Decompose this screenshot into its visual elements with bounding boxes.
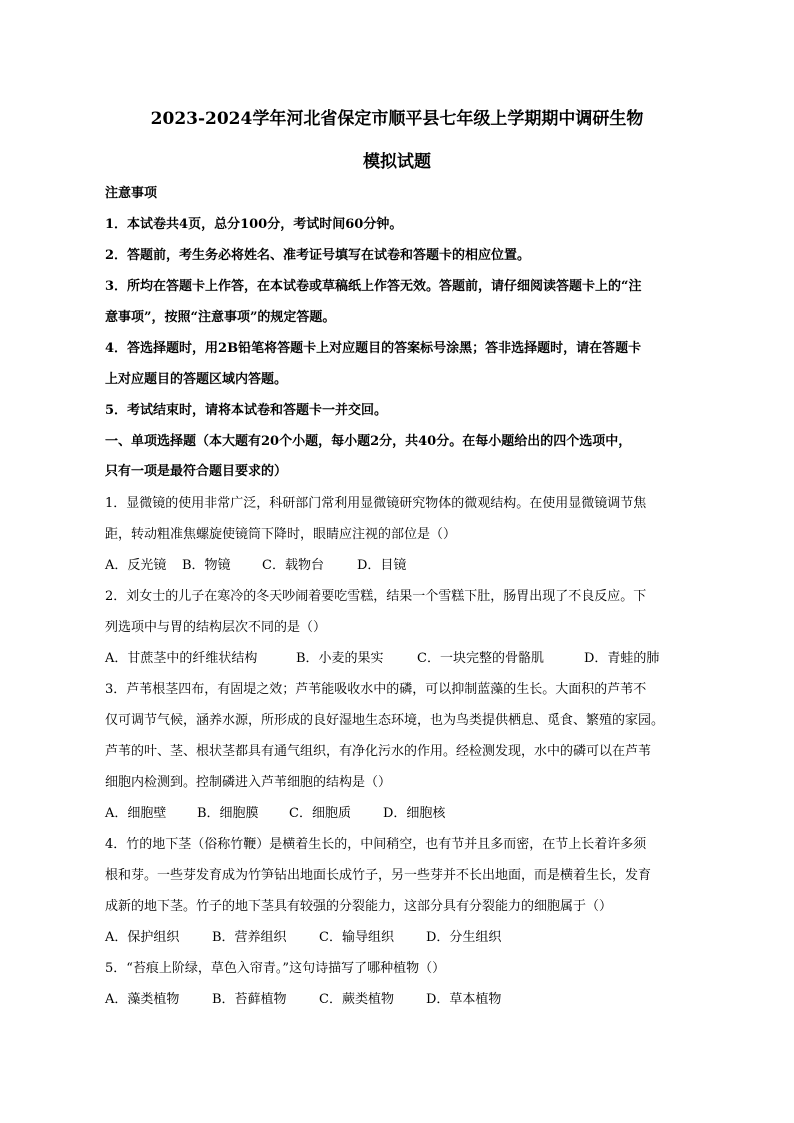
option: A．反光镜 bbox=[105, 558, 167, 573]
option: D．细胞核 bbox=[383, 806, 446, 821]
notice-item: 3．所均在答题卡上作答，在本试卷或草稿纸上作答无效。答题前，请仔细阅读答题卡上的“注 bbox=[105, 279, 642, 294]
question-4-options bbox=[105, 928, 501, 948]
question-3-options bbox=[105, 804, 445, 824]
question-4-text: 成新的地下茎。竹子的地下茎具有较强的分裂能力，这部分具有分裂能力的细胞属于（） bbox=[105, 899, 613, 914]
option: B．物镜 bbox=[182, 558, 231, 573]
question-3-text: 细胞内检测到。控制磷进入芦苇细胞的结构是（） bbox=[105, 775, 392, 790]
option: A．细胞壁 bbox=[105, 806, 167, 821]
question-2-text: 列选项中与胃的结构层次不同的是（） bbox=[105, 620, 327, 635]
option: B．小麦的果实 bbox=[296, 651, 384, 666]
option: A．保护组织 bbox=[105, 930, 180, 945]
section-heading-cont: 只有一项是最符合题目要求的） bbox=[105, 464, 288, 479]
question-3-text: 3．芦苇根茎四布，有固堤之效；芦苇能吸收水中的磷，可以抑制蓝藻的生长。大面积的芦苇不 bbox=[105, 682, 647, 697]
notice-item: 1．本试卷共4页，总分100分，考试时间60分钟。 bbox=[105, 217, 403, 232]
option: C．载物台 bbox=[262, 558, 324, 573]
option: B．细胞膜 bbox=[197, 806, 259, 821]
notice-heading: 注意事项 bbox=[105, 186, 158, 201]
option: D．分生组织 bbox=[426, 930, 502, 945]
question-4-text: 根和芽。一些芽发育成为竹笋钻出地面长成竹子，另一些芽并不长出地面，而是横着生长，发育 bbox=[105, 868, 652, 883]
notice-item: 5．考试结束时，请将本试卷和答题卡一并交回。 bbox=[105, 403, 388, 418]
question-1-text: 距，转动粗准焦螺旋使镜筒下降时，眼睛应注视的部位是（） bbox=[105, 527, 457, 542]
option: C．输导组织 bbox=[319, 930, 394, 945]
notice-item: 4．答选择题时，用2B铅笔将答题卡上对应题目的答案标号涂黑；答非选择题时，请在答题卡 bbox=[105, 341, 642, 356]
question-3-text: 仅可调节气候，涵养水源，所形成的良好湿地生态环境，也为鸟类提供栖息、觅食、繁殖的家园。 bbox=[105, 713, 665, 728]
question-1-text: 1．显微镜的使用非常广泛，科研部门常利用显微镜研究物体的微观结构。在使用显微镜调节焦 bbox=[105, 496, 647, 511]
option: D．草本植物 bbox=[426, 992, 502, 1007]
notice-item: 2．答题前，考生务必将姓名、准考证号填写在试卷和答题卡的相应位置。 bbox=[105, 248, 531, 263]
document-subtitle: 模拟试题 bbox=[363, 152, 431, 172]
option: B．苔藓植物 bbox=[212, 992, 287, 1007]
option: C．细胞质 bbox=[289, 806, 351, 821]
notice-item: 意事项”，按照“注意事项”的规定答题。 bbox=[105, 310, 336, 325]
notice-item: 上对应题目的答题区域内答题。 bbox=[105, 372, 288, 387]
question-5-text: 5．“苔痕上阶绿，草色入帘青。”这句诗描写了哪种植物（） bbox=[105, 961, 446, 976]
option: C．蕨类植物 bbox=[319, 992, 394, 1007]
question-5-options bbox=[105, 990, 501, 1010]
question-2-options bbox=[105, 649, 659, 669]
section-heading: 一、单项选择题（本大题有20个小题，每小题2分，共40分。在每小题给出的四个选项中， bbox=[105, 434, 632, 449]
option: A．甘蔗茎中的纤维状结构 bbox=[105, 651, 258, 666]
question-2-text: 2．刘女士的儿子在寒冷的冬天吵闹着要吃雪糕，结果一个雪糕下肚，肠胃出现了不良反应。下 bbox=[105, 589, 647, 604]
option: D．青蛙的肺 bbox=[584, 651, 660, 666]
option: B．营养组织 bbox=[212, 930, 287, 945]
option: D．目镜 bbox=[357, 558, 407, 573]
question-4-text: 4．竹的地下茎（俗称竹鞭）是横着生长的，中间稍空，也有节并且多而密，在节上长着许多须 bbox=[105, 837, 647, 852]
question-1-options bbox=[105, 556, 406, 576]
question-3-text: 芦苇的叶、茎、根状茎都具有通气组织，有净化污水的作用。经检测发现，水中的磷可以在芦苇 bbox=[105, 744, 652, 759]
option: A．藻类植物 bbox=[105, 992, 180, 1007]
document-title: 2023-2024学年河北省保定市顺平县七年级上学期期中调研生物 bbox=[150, 109, 644, 129]
option: C．一块完整的骨骼肌 bbox=[417, 651, 544, 666]
